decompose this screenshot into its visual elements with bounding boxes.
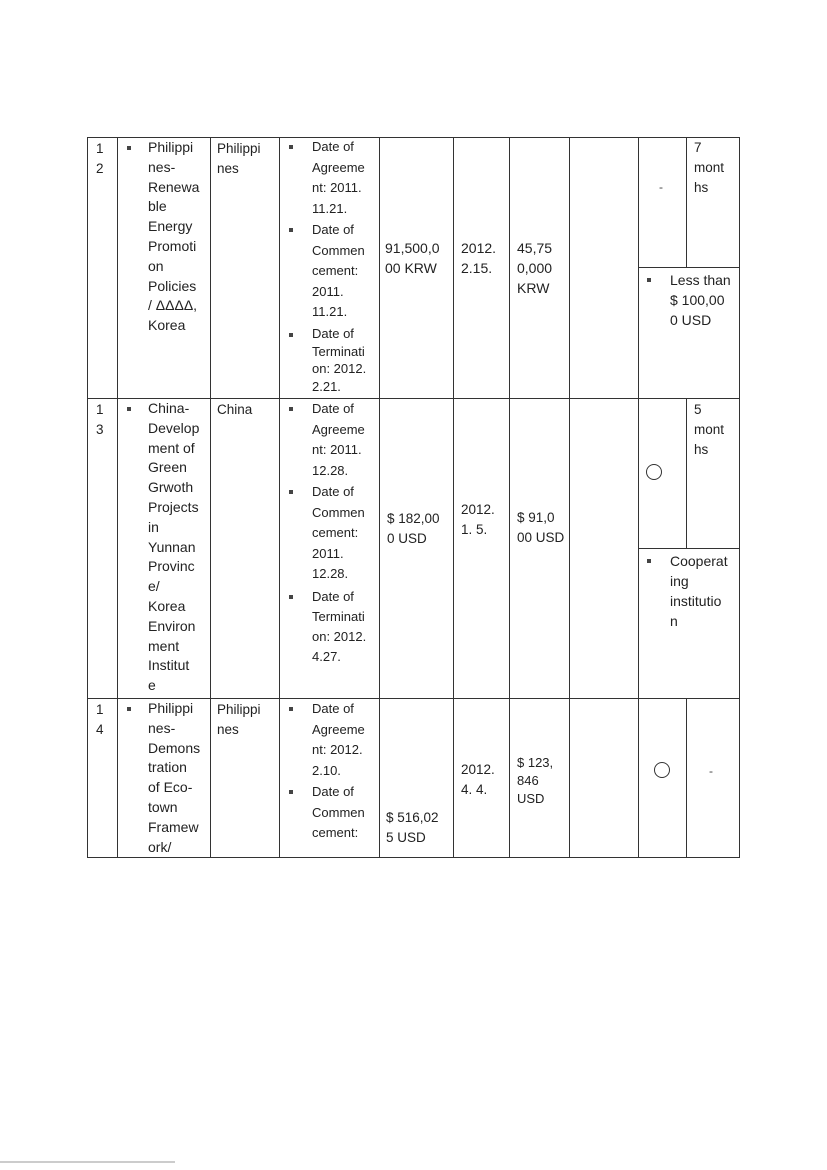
- bullet-icon: [289, 595, 293, 599]
- bullet-icon: [289, 333, 293, 337]
- date-agreement: Date of Agreeme nt: 2011. 11.21.: [312, 139, 365, 216]
- bullet-icon: [289, 707, 293, 711]
- bullet-icon: [289, 145, 293, 149]
- contract-amount: $ 182,00 0 USD: [387, 511, 440, 546]
- payment-date: 2012. 2.15.: [461, 240, 497, 276]
- date-agreement: Date of Agreeme nt: 2011. 12.28.: [312, 401, 365, 478]
- duration: 7 mont hs: [694, 140, 725, 195]
- row-number: 1 2: [96, 141, 104, 176]
- circle-mark-icon: [654, 762, 670, 778]
- project-name: Philippi nes- Renewa ble Energy Promoti on Policies / ΔΔΔΔ, Korea: [148, 139, 200, 334]
- paid-amount: $ 91,0 00 USD: [517, 510, 565, 545]
- project-name: China- Develop ment of Green Grwoth Projects in Yunnan Provinc e/ Korea Environ ment Institut e: [148, 400, 200, 694]
- bullet-icon: [127, 146, 131, 150]
- country: Philippi nes: [217, 141, 261, 176]
- contract-amount: 91,500,0 00 KRW: [385, 240, 440, 276]
- country: Philippi nes: [217, 702, 261, 737]
- bullet-icon: [289, 490, 293, 494]
- date-commencement: Date of Commen cement: 2011. 11.21.: [312, 222, 365, 319]
- payment-date: 2012. 1. 5.: [461, 502, 495, 537]
- row-number: 1 3: [96, 402, 104, 437]
- page-edge-mark: [0, 1161, 175, 1163]
- note: Less than $ 100,00 0 USD: [670, 272, 731, 328]
- row-number: 1 4: [96, 702, 104, 737]
- bullet-icon: [647, 278, 651, 282]
- duration: 5 mont hs: [694, 402, 725, 457]
- duration: -: [709, 764, 713, 778]
- date-commencement: Date of Commen cement: 2011. 12.28.: [312, 484, 365, 581]
- bullet-icon: [289, 228, 293, 232]
- date-termination: Date of Terminati on: 2012. 2.21.: [312, 326, 367, 394]
- bullet-icon: [647, 559, 651, 563]
- paid-amount: 45,75 0,000 KRW: [517, 240, 553, 296]
- bullet-icon: [127, 707, 131, 711]
- contract-amount: $ 516,02 5 USD: [386, 810, 439, 845]
- date-termination: Date of Terminati on: 2012. 4.27.: [312, 589, 367, 664]
- country: China: [217, 402, 253, 417]
- date-agreement: Date of Agreeme nt: 2012. 2.10.: [312, 701, 365, 778]
- paid-amount: $ 123, 846 USD: [517, 755, 554, 806]
- status-value: -: [659, 180, 663, 194]
- circle-mark-icon: [646, 464, 662, 480]
- payment-date: 2012. 4. 4.: [461, 762, 495, 797]
- project-name: Philippi nes- Demons tration of Eco- town Framew ork/: [148, 700, 201, 855]
- note: Cooperat ing institutio n: [670, 553, 728, 629]
- bullet-icon: [127, 407, 131, 411]
- bullet-icon: [289, 790, 293, 794]
- bullet-icon: [289, 407, 293, 411]
- date-commencement: Date of Commen cement:: [312, 784, 365, 840]
